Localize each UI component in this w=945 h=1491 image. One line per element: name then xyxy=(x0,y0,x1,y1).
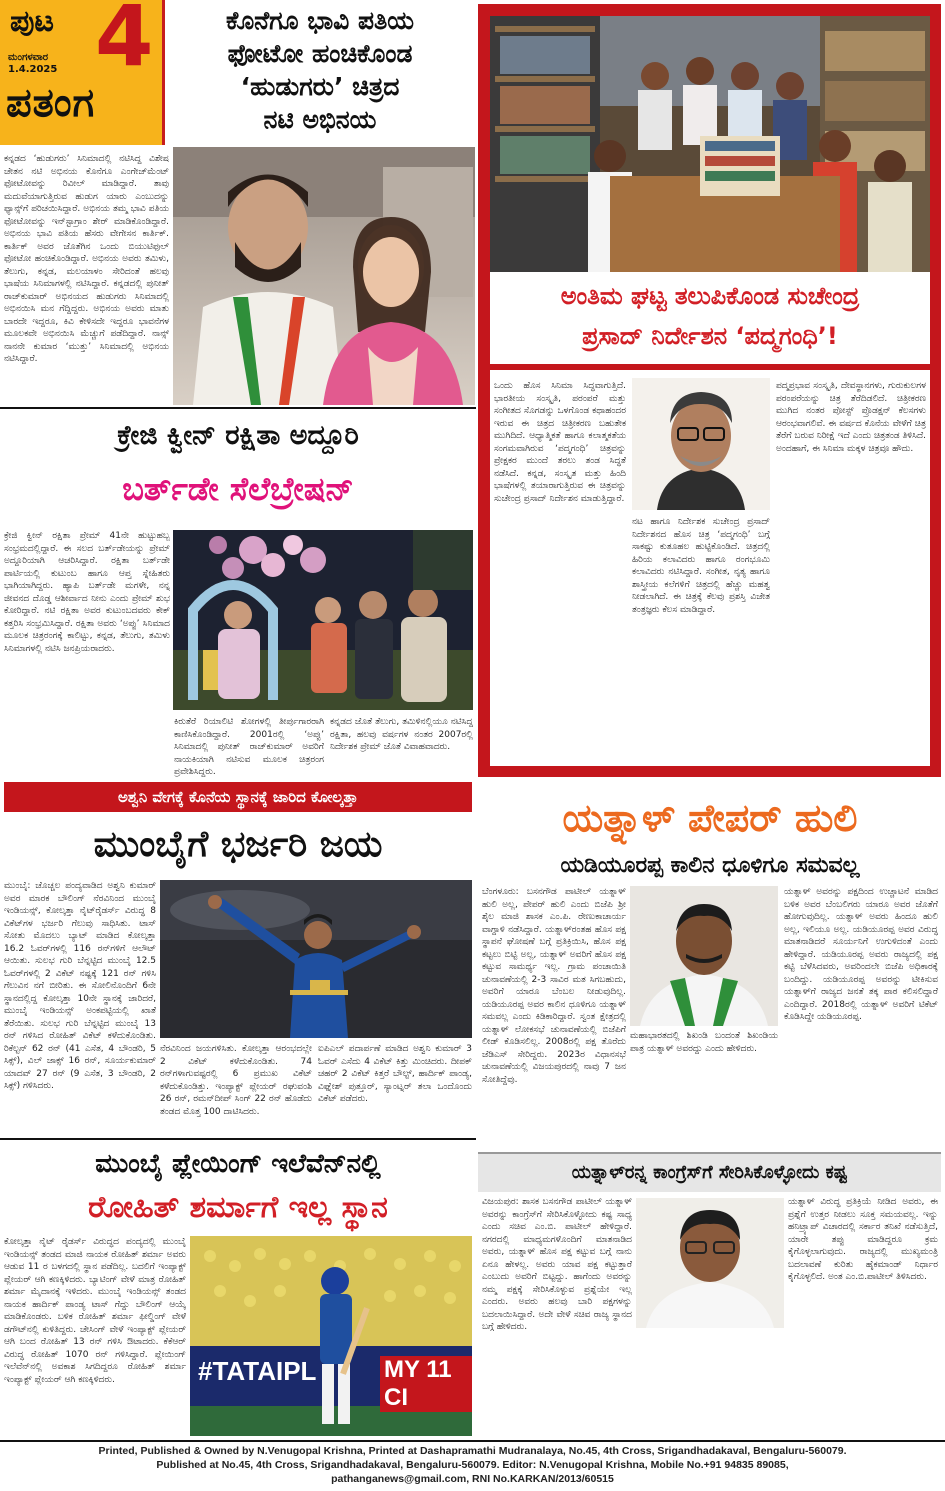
headline-line: ಕೊನೆಗೂ ಭಾವಿ ಪತಿಯ xyxy=(225,6,415,35)
yatnal-caption: ಮಹಾಭಾರತದಲ್ಲಿ ಶಿಖಂಡಿ ಬಂದಂತೆ ಶಿಖಂಡಿಯ ಪಾತ್ರ ಯತ್ನಾಳ್ ಅವರದ್ದು ಎಂದು ಹೇಳಿದರು. xyxy=(630,1031,778,1054)
yatnal-headline: ಯತ್ನಾಳ್ ಪೇಪರ್ ಹುಲಿ xyxy=(562,796,858,840)
rohit-batting-photo xyxy=(190,1236,472,1436)
headline-line: ನಟಿ ಅಭಿನಯ xyxy=(263,105,377,134)
kkr-kicker: ಅಶ್ವನಿ ವೇಗಕ್ಕೆ ಕೊನೆಯ ಸ್ಥಾನಕ್ಕೆ ಜಾರಿದ ಕೋಲ್ಕತ್ತಾ xyxy=(118,788,358,806)
congress-body-left: ವಿಜಯಪುರ: ಶಾಸಕ ಬಸನಗೌಡ ಪಾಟೀಲ್ ಯತ್ನಾಳ್ ಅವರನ್ನು ಕಾಂಗ್ರೆಸ್‌ಗೆ ಸೇರಿಸಿಕೊಳ್ಳೋದು ಕಷ್ಟ ಸಾಧ್ಯ ಎಂದು ಸಚಿವ ಎಂ.ಬಿ. ಪಾಟೀಲ್ ಹೇಳಿದ್ದಾರೆ. ನಗರದಲ್ಲಿ ಮಾಧ್ಯಮಗಳೊಂದಿಗೆ ಮಾತನಾಡಿದ ಅವರು, ಯತ್ನಾಳ್ ಹೊಸ ಪಕ್ಷ ಕಟ್ಟುವ ಬಗ್ಗೆ ನಾನು ಏನೂ ಹೇಳಲ್ಲ. ಅವರು ಯಾವ ಪಕ್ಷ ಕಟ್ಟುತ್ತಾರೆ ಎಂಬುದು ಅವರಿಗೆ ಬಿಟ್ಟದ್ದು. ಹಾಗೆಂದು ಅವರನ್ನು ನಮ್ಮ ಪಕ್ಷಕ್ಕೆ ಸೇರಿಸಿಕೊಳ್ಳುವ ಪ್ರಶ್ನೆಯೇ ಇಲ್ಲ ಎಂದರು. ಅವರು ಹಲವು ಬಾರಿ ಪಕ್ಷಗಳನ್ನು ಬದಲಾಯಿಸಿದ್ದಾರೆ. ಅದೇ ವೇಳೆ ಸಚಿವ ರಾಜ್ಯ ಸ್ಥಾನದ ಬಗ್ಗೆ ಹೇಳಿದರು. xyxy=(482,1197,632,1332)
divider xyxy=(0,407,476,409)
yatnal-body-left: ಬೆಂಗಳೂರು: ಬಸನಗೌಡ ಪಾಟೀಲ್ ಯತ್ನಾಳ್ ಹುಲಿ ಅಲ್ಲ, ಪೇಪರ್ ಹುಲಿ ಎಂದು ಬಿಜೆಪಿ ಶ್ರೀ ಶೈಲ ಮಾಜಿ ಶಾಸಕ ಎಂ.ಪಿ. ರೇಣುಕಾಚಾರ್ಯ ವಾಗ್ದಾಳಿ ನಡೆಸಿದ್ದಾರೆ. ಯತ್ನಾಳ್‌ರಂತಹ ಹೊಸ ಪಕ್ಷ ಸ್ಥಾಪನೆ ಘೋಷಣೆ ಬಗ್ಗೆ ಪ್ರತಿಕ್ರಿಯಿಸಿ, ಹೊಸ ಪಕ್ಷ ಕಟ್ಟಲು ಬಿಟ್ಟಿ ಅಲ್ಲ, ಯತ್ನಾಳ್ ಅವರಿಗೆ ಹೊಸ ಪಕ್ಷ ಕಟ್ಟುವ ಸಾಮರ್ಥ್ಯ ಇಲ್ಲ. ಗ್ರಾಮ ಪಂಚಾಯಿತಿ ಚುನಾವಣೆಯಲ್ಲಿ 2-3 ಸಾವಿರ ಮತ ಸಿಗಬಹುದು, ಅವರಿಗೆ ಯಾರೂ ಬೆಂಬಲ ನೀಡುವುದಿಲ್ಲ. ಯಡಿಯೂರಪ್ಪ ಅವರ ಕಾಲಿನ ಧೂಳಿಗೂ ಯತ್ನಾಳ್ ಸಮವಲ್ಲ ಎಂದು ಕಿಡಿಕಾರಿದ್ದಾರೆ. ಸ್ವಂತ ಕ್ಷೇತ್ರದಲ್ಲಿ ಯತ್ನಾಳ್ ಲೋಕಸಭೆ ಚುನಾವಣೆಯಲ್ಲಿ ಬಿಜೆಪಿಗೆ ಲೀಡ್ ಕೊಡಿಸಲಿಲ್ಲ. 2008ರಲ್ಲಿ ಪಕ್ಷ ತೊರೆದು ಜೆಡಿಎಸ್ ಸೇರಿದ್ದರು. 2023ರ ವಿಧಾನಸಭೆ ಚುನಾವಣೆಯಲ್ಲಿ ವಿಜಯಪುರದಲ್ಲಿ ನಾವು 7 ಜನ ಸೋತಿದ್ದೆವು. xyxy=(482,887,626,1085)
yatnal-subhead: ಯಡಿಯೂರಪ್ಪ ಕಾಲಿನ ಧೂಳಿಗೂ ಸಮವಲ್ಲ xyxy=(560,853,860,878)
rohit-body: ಕೋಲ್ಕತ್ತಾ ನೈಟ್ ರೈಡರ್ಸ್ ವಿರುದ್ಧದ ಪಂದ್ಯದಲ್ಲಿ ಮುಂಬೈ ಇಂಡಿಯನ್ಸ್ ತಂಡದ ಮಾಜಿ ನಾಯಕ ರೋಹಿತ್ ಶರ್ಮಾ ಅವರು ಆಡುವ 11 ರ ಬಳಗದಲ್ಲಿ ಸ್ಥಾನ ಪಡೆದಿಲ್ಲ. ಬದಲಿಗೆ ಇಂಪ್ಯಾಕ್ಟ್ ಪ್ಲೇಯರ್ ಆಗಿ ಕಣಕ್ಕಿಳಿದರು. ಬ್ಯಾಟಿಂಗ್ ವೇಳೆ ಮಾತ್ರ ರೋಹಿತ್ ಶರ್ಮಾ ಮೈದಾನಕ್ಕೆ ಇಳಿದರು. ಮುಂಬೈ ಇಂಡಿಯನ್ಸ್ ತಂಡದ ನಾಯಕ ಹಾರ್ದಿಕ್ ಪಾಂಡ್ಯ ಟಾಸ್ ಗೆದ್ದು ಬೌಲಿಂಗ್ ಆಯ್ಕೆ ಮಾಡಿಕೊಂಡರು. ಬಳಿಕ ರೋಹಿತ್ ಶರ್ಮಾ ಫೀಲ್ಡಿಂಗ್ ವೇಳೆ ಡಗೌಟ್‌ನಲ್ಲಿ ಕುಳಿತಿದ್ದರು. ಚೇಸಿಂಗ್ ವೇಳೆ ಇಂಪ್ಯಾಕ್ಟ್ ಪ್ಲೇಯರ್ ಆಗಿ ಬಂದ ರೋಹಿತ್ 13 ರನ್ ಗಳಿಸಿ ಔಟಾದರು. ಕೆಕೆಆರ್ ವಿರುದ್ಧ ರೋಹಿತ್ 1070 ರನ್ ಗಳಿಸಿದ್ದಾರೆ. ಪ್ಲೇಯಿಂಗ್ ಇಲೆವೆನ್‌ನಲ್ಲಿ ಅವಕಾಶ ಸಿಗದಿದ್ದರೂ ರೋಹಿತ್ ಶರ್ಮಾ ಇಂಪ್ಯಾಕ್ಟ್ ಪ್ಲೇಯರ್ ಆಗಿ ಕಣಕ್ಕಿಳಿದರು. xyxy=(4,1237,186,1385)
headline-line: ಪ್ರಸಾದ್ ನಿರ್ದೇಶನ ‘ಪದ್ಮಗಂಧಿ’! xyxy=(582,322,838,350)
kkr-body-mid: ನೆರವಿನಿಂದ ಜಯಗಳಿಸಿತು. ಕೋಲ್ಕತ್ತಾ ಆರಂಭದಲ್ಲೇ 2 ವಿಕೆಟ್ ಕಳೆದುಕೊಂಡಿತು. 74 ರನ್‌ಗಳಾಗುವಷ್ಟರಲ್ಲಿ 6 ಪ್ರಮುಖ ವಿಕೆಟ್ ಕಳೆದುಕೊಂಡಿತ್ತು. ಇಂಪ್ಯಾಕ್ಟ್ ಪ್ಲೇಯರ್ ರಘುವಂಶಿ 26 ರನ್, ರಮನ್‌ದೀಪ್ ಸಿಂಗ್ 22 ರನ್ ಹೊಡೆದು ತಂಡದ ಮೊತ್ತ 100 ದಾಟಿಸಿದರು. xyxy=(160,1044,312,1117)
masthead xyxy=(0,0,165,145)
padmagandhi-col1: ಒಂದು ಹೊಸ ಸಿನಿಮಾ ಸಿದ್ಧವಾಗುತ್ತಿದೆ. ಭಾರತೀಯ ಸಂಸ್ಕೃತಿ, ಪರಂಪರೆ ಮತ್ತು ಸಂಗೀತದ ಸೊಗಡನ್ನು ಒಳಗೊಂಡ ಕಥಾಹಂದರ ಇರುವ ಈ ಚಿತ್ರದ ಚಿತ್ರೀಕರಣ ಬಹುತೇಕ ಮುಗಿದಿದೆ. ಆಧ್ಯಾತ್ಮಿಕತೆ ಹಾಗೂ ಕಲಾತ್ಮಕತೆಯ ಸಂಗಮವಾಗಿರುವ ‘ಪದ್ಮಗಂಧಿ’ ಚಿತ್ರವನ್ನು ಪ್ರೇಕ್ಷಕರ ಮುಂದೆ ತರಲು ತಂಡ ಸಿದ್ಧತೆ ನಡೆಸಿದೆ. ಕನ್ನಡ, ಸಂಸ್ಕೃತ ಮತ್ತು ಹಿಂದಿ ಭಾಷೆಗಳಲ್ಲಿ ತಯಾರಾಗುತ್ತಿರುವ ಈ ಚಿತ್ರವನ್ನು ಸುಚೇಂದ್ರ ಪ್ರಸಾದ್ ನಿರ್ದೇಶನ ಮಾಡುತ್ತಿದ್ದಾರೆ. xyxy=(494,381,626,504)
padmagandhi-library-photo xyxy=(490,16,930,272)
divider xyxy=(0,1138,476,1140)
imprint-footer xyxy=(0,1444,945,1490)
imprint-line-1: Printed, Published & Owned by N.Venugopal Krishna, Printed at Dashapramathi Mudranalaya, No.45, 4th Cross, Srigandhadakaval, Bengaluru-560079. xyxy=(98,1445,847,1457)
mb-patil-photo xyxy=(636,1198,784,1328)
abhinaya-headline xyxy=(170,4,470,142)
imprint-line-2: Published at No.45, 4th Cross, Srigandhadakaval, Bengaluru-560079. Editor: N.Venugopal Krishna, Mobile No.+91 94835 89085, xyxy=(156,1459,789,1471)
headline-line: ಫೋಟೋ ಹಂಚಿಕೊಂಡ xyxy=(227,39,413,68)
kkr-body-right: ಐಪಿಎಲ್ ಪದಾರ್ಪಣೆ ಮಾಡಿದ ಅಶ್ವನಿ ಕುಮಾರ್ 3 ಓವರ್ ಎಸೆದು 4 ವಿಕೆಟ್ ಕಿತ್ತು ಮಿಂಚಿದರು. ದೀಪಕ್ ಚಹರ್ 2 ವಿಕೆಟ್ ಕಿತ್ತರೆ ಬೌಲ್ಟ್, ಹಾರ್ದಿಕ್ ಪಾಂಡ್ಯ, ವಿಘ್ನೇಶ್ ಪುತ್ತೂರ್, ಸ್ಯಾಂಟ್ನರ್ ತಲಾ ಒಂದೊಂದು ವಿಕೆಟ್ ಪಡೆದರು. xyxy=(318,1044,472,1104)
kkr-kicker-bar xyxy=(4,782,472,812)
rakshita-caption-mid: ಕಿರುತೆರೆ ರಿಯಾಲಿಟಿ ಶೋಗಳಲ್ಲಿ ತೀರ್ಪುಗಾರರಾಗಿ ಕಾಣಿಸಿಕೊಂಡಿದ್ದಾರೆ. 2001ರಲ್ಲಿ ‘ಅಪ್ಪು’ ಸಿನಿಮಾದಲ್ಲಿ ಪುನೀತ್ ರಾಜ್‌ಕುಮಾರ್ ಅವರಿಗೆ ನಾಯಕಿಯಾಗಿ ನಟಿಸುವ ಮೂಲಕ ಚಿತ್ರರಂಗ ಪ್ರವೇಶಿಸಿದ್ದರು. xyxy=(174,717,324,777)
abhinaya-body: ಕನ್ನಡದ ‘ಹುಡುಗರು’ ಸಿನಿಮಾದಲ್ಲಿ ನಟಿಸಿದ್ದ ವಿಶೇಷ ಚೇತನ ನಟಿ ಅಭಿನಯ ಕೊನೆಗೂ ಎಂಗೇಜ್‌ಮೆಂಟ್ ಫೋಟೋವನ್ನು ರಿವೀಲ್ ಮಾಡಿದ್ದಾರೆ. ತಾವು ಮದುವೆಯಾಗುತ್ತಿರುವ ಹುಡುಗ ಯಾರು ಎಂಬುದನ್ನು ಫ್ಯಾನ್ಸ್‌ಗೆ ಪರಿಚಯಿಸಿದ್ದಾರೆ. ಅಭಿನಯ ತಮ್ಮ ಭಾವಿ ಪತಿಯ ಫೋಟೋವನ್ನು ಇನ್‌ಸ್ಟಾಗ್ರಾಂ ಶೇರ್ ಮಾಡಿಕೊಂಡಿದ್ದಾರೆ. ಅಭಿನಯ ಭಾವಿ ಪತಿಯ ಹೆಸರು ವೇಗೇಸನ ಕಾರ್ತಿಕ್. ಕಾರ್ತಿಕ್ ಅವರ ಜೊತೆಗಿನ ಒಂದು ಬಿಯುಟಿಫುಲ್ ಫೋಟೋ ಹಂಚಿಕೊಂಡಿದ್ದಾರೆ. ಅಭಿನಯ ಅವರು ತಮಿಳು, ತೆಲುಗು, ಕನ್ನಡ, ಮಲಯಾಳಂ ಸೇರಿದಂತೆ ಹಲವು ಭಾಷೆಯ ಸಿನಿಮಾಗಳಲ್ಲಿ ನಟಿಸಿದ್ದಾರೆ. ಕನ್ನಡದಲ್ಲಿ ಪುನೀತ್ ರಾಜ್‌ಕುಮಾರ್ ಅಭಿನಯದ ಹುಡುಗರು ಸಿನಿಮಾದಲ್ಲಿ ಅಭಿನಯಿಸಿ ಮನ ಗೆದ್ದಿದ್ದರು. ಅಭಿನಯ ಅವರು ಮಾತು ಬಾರದೇ ಇದ್ದರೂ, ಕಿವಿ ಕೇಳಿಸದೇ ಇದ್ದರೂ ಭಾವನೆಗಳ ಮೂಲಕವೇ ಅಭಿನಯಿಸಿ ಮೆಚ್ಚುಗೆ ಪಡೆದಿದ್ದಾರೆ. ನಾನ್ಸ್ ನಾನನೇ ಕುಮಾರ ‘ಮುತ್ತು’ ಸಿನಿಮಾದಲ್ಲಿ ಅಭಿನಯ ನಟಿಸಿದ್ದಾರೆ. xyxy=(4,154,169,364)
padmagandhi-col2: ನಟ ಹಾಗೂ ನಿರ್ದೇಶಕ ಸುಚೇಂದ್ರ ಪ್ರಸಾದ್ ನಿರ್ದೇಶನದ ಹೊಸ ಚಿತ್ರ ‘ಪದ್ಮಗಂಧಿ’ ಬಗ್ಗೆ ಸಾಕಷ್ಟು ಕುತೂಹಲ ಹುಟ್ಟಿಕೊಂಡಿದೆ. ಚಿತ್ರದಲ್ಲಿ ಹಿರಿಯ ಕಲಾವಿದರು ಹಾಗೂ ರಂಗಭೂಮಿ ಕಲಾವಿದರು ನಟಿಸಿದ್ದಾರೆ. ಸಂಗೀತ, ನೃತ್ಯ ಹಾಗೂ ಶಾಸ್ತ್ರೀಯ ಕಲೆಗಳಿಗೆ ಚಿತ್ರದಲ್ಲಿ ಹೆಚ್ಚು ಮಹತ್ವ ನೀಡಲಾಗಿದೆ. ಈ ಚಿತ್ರಕ್ಕೆ ಕೆಲವು ಪ್ರಶಸ್ತಿ ವಿಜೇತ ತಂತ್ರಜ್ಞರು ಕೆಲಸ ಮಾಡಿದ್ದಾರೆ. xyxy=(632,517,770,615)
page-number: 4 xyxy=(95,0,154,85)
rakshita-party-photo xyxy=(173,530,473,710)
headline-line-2: ರೋಹಿತ್ ಶರ್ಮಾಗೆ ಇಲ್ಲ ಸ್ಥಾನ xyxy=(88,1190,388,1225)
imprint-line-3: pathanganews@gmail.com, RNI No.KARKAN/2013/60515 xyxy=(331,1473,614,1485)
congress-headline: ಯತ್ನಾಳ್‌ರನ್ನ ಕಾಂಗ್ರೆಸ್‌ಗೆ ಸೇರಿಸಿಕೊಳ್ಳೋದು ಕಷ್ಟ xyxy=(571,1162,848,1183)
headline-line: ‘ಹುಡುಗರು’ ಚಿತ್ರದ xyxy=(240,72,400,101)
footer-rule xyxy=(0,1440,945,1442)
padmagandhi-col3: ಪದ್ಮಪ್ರಭಾವ ಸಂಸ್ಕೃತಿ, ದೇವಸ್ಥಾನಗಳು, ಗುರುಕುಲಗಳ ಪರಂಪರೆಯನ್ನು ಚಿತ್ರ ತೆರೆದಿಡಲಿದೆ. ಚಿತ್ರೀಕರಣ ಮುಗಿದ ನಂತರ ಪೋಸ್ಟ್ ಪ್ರೊಡಕ್ಷನ್ ಕೆಲಸಗಳು ಆರಂಭವಾಗಲಿವೆ. ಈ ವರ್ಷದ ಕೊನೆಯ ವೇಳೆಗೆ ಚಿತ್ರ ತೆರೆಗೆ ಬರುವ ನಿರೀಕ್ಷೆ ಇದೆ ಎಂದು ಚಿತ್ರತಂಡ ತಿಳಿಸಿದೆ. ಅಂದಹಾಗೆ, ಈ ಸಿನಿಮಾ ಮಕ್ಕಳ ಚಿತ್ರವೂ ಹೌದು. xyxy=(776,381,926,454)
ipl-banner-text: #TATAIPL xyxy=(198,1356,317,1386)
sponsor-banner-text: MY 11 CI xyxy=(380,1356,472,1412)
renukacharya-photo xyxy=(630,886,778,1026)
congress-body-right: ಯತ್ನಾಳ್ ವಿರುದ್ಧ ಪ್ರತಿಕ್ರಿಯೆ ನೀಡಿದ ಅವರು, ಈ ಪ್ರಶ್ನೆಗೆ ಉತ್ತರ ನೀಡಲು ಸೂಕ್ತ ಸಮಯವಲ್ಲ. ಇನ್ನು ಹನಿಟ್ರ್ಯಾಪ್ ವಿಚಾರದಲ್ಲಿ ಸರ್ಕಾರ ತನಿಖೆ ನಡೆಸುತ್ತಿದೆ, ಯಾರೇ ತಪ್ಪು ಮಾಡಿದ್ದರೂ ಕ್ರಮ ಕೈಗೊಳ್ಳಲಾಗುವುದು. ರಾಜ್ಯದಲ್ಲಿ ಮುಖ್ಯಮಂತ್ರಿ ಬದಲಾವಣೆ ಕುರಿತು ಹೈಕಮಾಂಡ್ ನಿರ್ಧಾರ ಕೈಗೊಳ್ಳಲಿದೆ. ಅಂತ ಎಂ.ಬಿ.ಪಾಟೀಲ್ ತಿಳಿಸಿದರು. xyxy=(788,1197,938,1282)
rakshita-body: ಕ್ರೇಜಿ ಕ್ವೀನ್ ರಕ್ಷಿತಾ ಪ್ರೇಮ್ 41ನೇ ಹುಟ್ಟುಹಬ್ಬ ಸಂಭ್ರಮದಲ್ಲಿದ್ದಾರೆ. ಈ ಸಲದ ಬರ್ತ್‌ಡೇಯನ್ನು ಪ್ರೇಮ್ ಅದ್ದೂರಿಯಾಗಿ ಆಚರಿಸಿದ್ದಾರೆ. ರಕ್ಷಿತಾ ಬರ್ತ್‌ಡೇ ಪಾರ್ಟಿಯಲ್ಲಿ ಕುಟುಂಬ ಹಾಗೂ ಆಪ್ತ ಸ್ನೇಹಿತರು ಭಾಗಿಯಾಗಿದ್ದರು. ಹ್ಯಾಪಿ ಬರ್ತ್‌ಡೇ ಮಗಳೇ, ನನ್ನ ಜೀವನದ ದೊಡ್ಡ ಆಶೀರ್ವಾದ ನೀನು ಎಂದು ಪ್ರೇಮ್ ಶುಭ ಕೋರಿದ್ದಾರೆ. ನಟಿ ರಕ್ಷಿತಾ ಅವರ ಕುಟುಂಬದವರು ಕೇಕ್ ಕತ್ತರಿಸಿ ಸಂಭ್ರಮಿಸಿದ್ದಾರೆ. ರಕ್ಷಿತಾ ಅವರು ‘ಅಪ್ಪು’ ಸಿನಿಮಾದ ಮೂಲಕ ಚಿತ್ರರಂಗಕ್ಕೆ ಕಾಲಿಟ್ಟು, ಕನ್ನಡ, ತೆಲುಗು, ತಮಿಳು ಸಿನಿಮಾಗಳಲ್ಲಿ ನಟಿಸಿ ಜನಪ್ರಿಯರಾದರು. xyxy=(4,531,170,654)
paper-name: ಪತಂಗ xyxy=(6,80,96,126)
mumbai-bowler-photo xyxy=(160,880,472,1038)
headline-line-1: ಕ್ರೇಜಿ ಕ್ವೀನ್ ರಕ್ಷಿತಾ ಅದ್ದೂರಿ xyxy=(117,420,359,451)
padmagandhi-headline-box xyxy=(490,272,930,364)
headline-line-2: ಬರ್ತ್‌ಡೇ ಸೆಲೆಬ್ರೇಷನ್ xyxy=(122,470,354,508)
congress-headline-bar xyxy=(478,1152,941,1192)
abhinaya-couple-photo xyxy=(173,147,475,405)
date: 1.4.2025 xyxy=(8,64,58,75)
rakshita-caption-right: ಕನ್ನಡದ ಜೊತೆ ತೆಲುಗು, ತಮಿಳಿನಲ್ಲಿಯೂ ನಟಿಸಿದ್ದ ರಕ್ಷಿತಾ, ಹಲವು ವರ್ಷಗಳ ನಂತರ 2007ರಲ್ಲಿ ನಿರ್ದೇಶಕ ಪ್ರೇಮ್ ಜೊತೆ ವಿವಾಹವಾದರು. xyxy=(330,717,473,752)
section-label: ಪುಟ xyxy=(10,4,55,39)
weekday: ಮಂಗಳವಾರ xyxy=(8,52,49,63)
director-portrait xyxy=(632,378,770,510)
headline-line-1: ಮುಂಬೈ ಪ್ಲೇಯಿಂಗ್ ಇಲೆವೆನ್‌ನಲ್ಲಿ xyxy=(95,1149,381,1179)
kkr-body: ಮುಂಬೈ: ಚೊಚ್ಚಲ ಪಂದ್ಯವಾಡಿದ ಅಶ್ವನಿ ಕುಮಾರ್ ಅವರ ಮಾರಕ ಬೌಲಿಂಗ್ ನೆರವಿನಿಂದ ಮುಂಬೈ ಇಂಡಿಯನ್ಸ್, ಕೋಲ್ಕತ್ತಾ ನೈಟ್‌ರೈಡರ್ಸ್ ವಿರುದ್ಧ 8 ವಿಕೆಟ್‌ಗಳ ಭರ್ಜರಿ ಗೆಲುವು ಸಾಧಿಸಿತು. ಟಾಸ್ ಸೋತು ಮೊದಲು ಬ್ಯಾಟ್ ಮಾಡಿದ ಕೋಲ್ಕತ್ತಾ 16.2 ಓವರ್‌ಗಳಲ್ಲಿ 116 ರನ್‌ಗಳಿಗೆ ಆಲೌಟ್ ಆಯಿತು. ಸುಲಭ ಗುರಿ ಬೆನ್ನಟ್ಟಿದ ಮುಂಬೈ 12.5 ಓವರ್‌ಗಳಲ್ಲಿ 2 ವಿಕೆಟ್ ನಷ್ಟಕ್ಕೆ 121 ರನ್ ಗಳಿಸಿ ಗೆಲುವಿನ ನಗೆ ಬೀರಿತು. ಈ ಸೋಲಿನೊಂದಿಗೆ 6ನೇ ಸ್ಥಾನದಲ್ಲಿದ್ದ ಕೋಲ್ಕತ್ತಾ 10ನೇ ಸ್ಥಾನಕ್ಕೆ ಜಾರಿದರೆ, ಮುಂಬೈ ಇಂಡಿಯನ್ಸ್ ಅಂಕಪಟ್ಟಿಯಲ್ಲಿ ಖಾತೆ ತೆರೆಯಿತು. ಸುಲಭ ಗುರಿ ಬೆನ್ನಟ್ಟಿದ ಮುಂಬೈ 13 ರನ್ ಗಳಿಸಿದ ರೋಹಿತ್ ವಿಕೆಟ್ ಕಳೆದುಕೊಂಡಿತು. ರಿಕೆಲ್ಟನ್ 62 ರನ್ (41 ಎಸೆತ, 4 ಬೌಂಡರಿ, 5 ಸಿಕ್ಸ್), ವಿಲ್ ಜಾಕ್ಸ್ 16 ರನ್, ಸೂರ್ಯಕುಮಾರ್ ಯಾದವ್ 27 ರನ್ (9 ಎಸೆತ, 3 ಬೌಂಡರಿ, 2 ಸಿಕ್ಸ್) ಗಳಿಸಿದರು. xyxy=(4,881,156,1091)
yatnal-body-right: ಯತ್ನಾಳ್ ಅವರನ್ನು ಪಕ್ಷದಿಂದ ಉಚ್ಚಾಟನೆ ಮಾಡಿದ ಬಳಿಕ ಅವರ ಬೆಂಬಲಿಗರು ಯಾರೂ ಅವರ ಜೊತೆಗೆ ಹೋಗುವುದಿಲ್ಲ. ಯತ್ನಾಳ್ ಅವರು ಹಿಂದೂ ಹುಲಿ ಅಲ್ಲ, ಇಲಿಯೂ ಅಲ್ಲ. ಯಡಿಯೂರಪ್ಪ ಅವರ ವಿರುದ್ಧ ಮಾತನಾಡಿದರೆ ಸೂರ್ಯನಿಗೆ ಉಗುಳಿದಂತೆ ಎಂದು ಹೇಳಿದ್ದಾರೆ. ಯಡಿಯೂರಪ್ಪ ಅವರು ರಾಜ್ಯದಲ್ಲಿ ಪಕ್ಷ ಕಟ್ಟಿ ಬೆಳೆಸಿದವರು, ಅವರಿಂದಲೇ ಬಿಜೆಪಿ ಅಧಿಕಾರಕ್ಕೆ ಬಂದಿದ್ದು. ಯಡಿಯೂರಪ್ಪ ಅವರನ್ನು ಟೀಕಿಸುವ ಯತ್ನಾಳ್‌ಗೆ ರಾಜ್ಯದ ಜನತೆ ತಕ್ಕ ಪಾಠ ಕಲಿಸಲಿದ್ದಾರೆ ಎಂದಿದ್ದಾರೆ. 2018ರಲ್ಲಿ ಯತ್ನಾಳ್ ಅವರಿಗೆ ಟಿಕೆಟ್ ಕೊಡಿಸಿದ್ದೇ ಯಡಿಯೂರಪ್ಪ. xyxy=(784,887,938,1022)
rakshita-headline xyxy=(4,412,472,522)
kkr-headline: ಮುಂಬೈಗೆ ಭರ್ಜರಿ ಜಯ xyxy=(93,824,383,865)
rohit-headline xyxy=(4,1142,472,1230)
headline-line: ಅಂತಿಮ ಘಟ್ಟ ತಲುಪಿಕೊಂಡ ಸುಚೇಂದ್ರ xyxy=(560,282,860,310)
